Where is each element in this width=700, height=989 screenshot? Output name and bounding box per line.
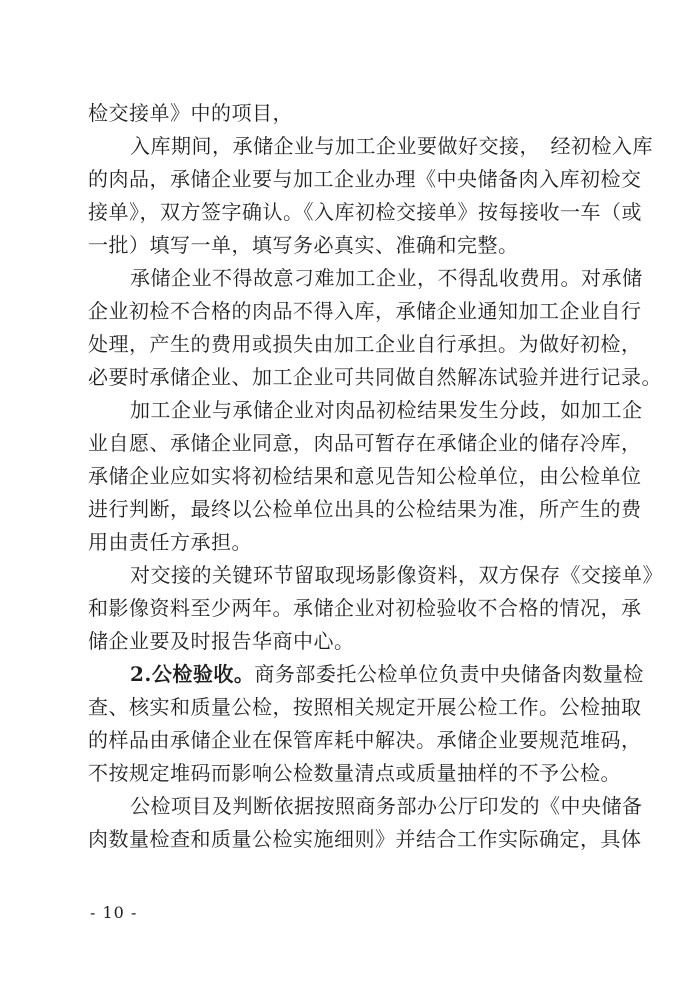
text-line-text: 企业初检不合格的肉品不得入库，承储企业通知加工企业自行: [88, 299, 642, 323]
text-line: [88, 229, 615, 262]
text-line: [88, 757, 621, 790]
text-line: [88, 97, 615, 130]
text-line: [88, 427, 642, 460]
text-line-text: 储企业要及时报告华商中心。: [88, 629, 355, 653]
text-line: [88, 163, 642, 196]
text-line-text: 查、核实和质量公检，按照相关规定开展公检工作。公检抽取: [88, 695, 642, 719]
text-line-text: 用由责任方承担。: [88, 530, 252, 554]
text-line-text: 入库期间，承储企业与加工企业要做好交接， 经初检入库: [130, 134, 653, 158]
text-line: [88, 592, 642, 625]
text-line-text: 承储企业不得故意刁难加工企业，不得乱收费用。对承储: [130, 266, 643, 290]
text-line: [88, 559, 663, 592]
text-line: [88, 361, 662, 394]
text-line-text: 肉数量检查和质量公检实施细则》并结合工作实际确定，具体: [88, 827, 642, 851]
text-line-text: 和影像资料至少两年。承储企业对初检验收不合格的情况，承: [88, 596, 642, 620]
text-line: [88, 262, 643, 295]
text-line: [88, 493, 642, 526]
text-line: [88, 790, 643, 823]
text-line-text: 业自愿、承储企业同意，肉品可暂存在承储企业的储存冷库，: [88, 431, 642, 455]
text-line-text: 公检项目及判断依据按照商务部办公厅印发的《中央储备: [130, 794, 643, 818]
text-line: [88, 625, 615, 658]
text-line-text: 对交接的关键环节留取现场影像资料，双方保存《交接单》: [130, 563, 663, 587]
text-line: [88, 130, 653, 163]
text-line-text: 商务部委托公检单位负责中央储备肉数量检: [254, 662, 644, 686]
section-heading-label: 2.公检验收。: [130, 662, 255, 686]
text-line-text: 的肉品，承储企业要与加工企业办理《中央储备肉入库初检交: [88, 167, 642, 191]
text-line-text: 加工企业与承储企业对肉品初检结果发生分歧，如加工企: [130, 398, 643, 422]
text-line: [88, 295, 642, 328]
text-line: [88, 328, 642, 361]
text-line: [88, 724, 642, 757]
text-line-text: 必要时承储企业、加工企业可共同做自然解冻试验并进行记录。: [88, 365, 662, 389]
text-line-text: 一批）填写一单，填写务必真实、准确和完整。: [88, 233, 519, 257]
text-line: [88, 394, 643, 427]
text-line-text: 接单》，双方签字确认。《入库初检交接单》按每接收一车（或: [88, 200, 642, 224]
text-line-text: 进行判断，最终以公检单位出具的公检结果为准，所产生的费: [88, 497, 642, 521]
text-line-text: 检交接单》中的项目，: [88, 101, 293, 125]
text-line-text: 不按规定堆码而影响公检数量清点或质量抽样的不予公检。: [88, 761, 621, 785]
page-number: - 10 -: [90, 903, 138, 922]
text-line: [88, 691, 642, 724]
text-line: [88, 823, 642, 856]
text-line: [88, 526, 615, 559]
text-line-text: 的样品由承储企业在保管库耗中解决。承储企业要规范堆码，: [88, 728, 642, 752]
text-line: [88, 196, 642, 229]
text-line-text: 处理，产生的费用或损失由加工企业自行承担。为做好初检，: [88, 332, 642, 356]
text-line: [88, 460, 642, 493]
text-line-text: 承储企业应如实将初检结果和意见告知公检单位，由公检单位: [88, 464, 642, 488]
text-line-section-heading: [88, 658, 644, 691]
document-body: [88, 97, 663, 856]
